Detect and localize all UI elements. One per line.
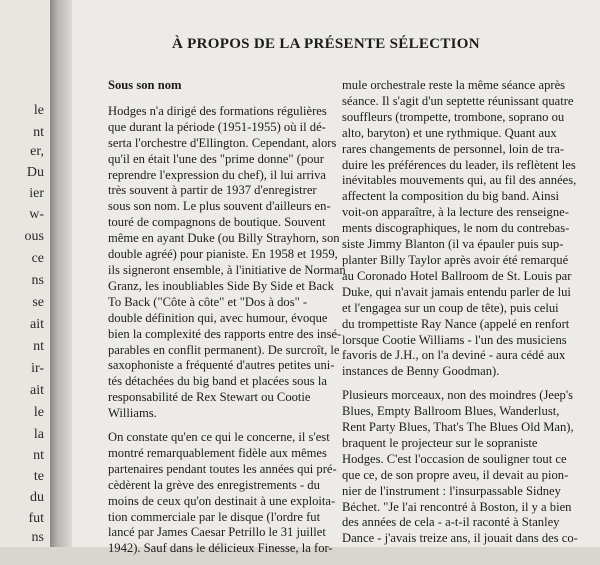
text-line: Hodges. C'est l'occasion de souligner tout ce	[342, 451, 567, 466]
previous-page-fragment: le	[33, 405, 44, 420]
previous-page-fragment: ait	[30, 317, 44, 332]
text-line: partenaires pendant toutes les années qui pré-	[108, 461, 337, 476]
text-line: saxophoniste a fréquenté d'autres petites uni-	[108, 358, 335, 373]
text-line: inévitables mouvements qui, au fil des années,	[342, 173, 577, 188]
text-line: Dance - j'avais treize ans, il jouait dans des co-	[342, 531, 578, 546]
previous-page-fragment: ait	[30, 383, 44, 398]
previous-page-fragment: fut	[28, 511, 44, 526]
text-line: 1942). Sauf dans le délicieux Finesse, la for-	[108, 541, 333, 556]
text-line: Plusieurs morceaux, non des moindres (Jeep's	[342, 388, 574, 403]
previous-page-fragment: se	[32, 295, 44, 310]
text-line: Duke, qui n'avait jamais entendu parler de lui	[342, 284, 571, 299]
text-line: très souvent à partir de 1937 d'enregistrer	[108, 183, 317, 198]
text-line: alto, baryton) et une rythmique. Quant aux	[342, 125, 557, 140]
previous-page-fragment: ns	[31, 273, 44, 288]
text-line: affectent la composition du big band. Ainsi	[342, 189, 559, 204]
text-line: lancé par James Caesar Petrillo le 31 juillet	[108, 525, 326, 540]
text-line: cèdèrent la grève des enregistrements - du	[108, 477, 320, 492]
text-line: favoris de J.H., on l'a deviné - aura cédé aux	[342, 348, 566, 363]
text-line: touré de compagnons de boutique. Souvent	[108, 215, 326, 230]
text-line: planter Billy Taylor après avoir été remarqué	[342, 252, 569, 267]
previous-page-fragment: ns	[31, 530, 44, 545]
text-line: instances de Benny Goodman).	[342, 364, 500, 379]
previous-page-fragment: nt	[33, 339, 44, 354]
text-line: parables en conflit permanent). De surcroît, le	[108, 342, 340, 357]
text-line: double définition qui, avec humour, évoque	[108, 310, 328, 325]
text-line: qu'il en était l'une des "prime donne" (pour	[108, 151, 324, 166]
paragraph	[108, 430, 337, 557]
text-line: ments discographiques, le nom du contrebas-	[342, 221, 570, 236]
text-line: double agréé) pour pianiste. En 1958 et 1959,	[108, 247, 338, 262]
text-line: tés détachées du big band et placées sous la	[108, 374, 327, 389]
previous-page-fragment: te	[33, 469, 44, 484]
text-line: moins de ceux qu'on destinait à une exploita-	[108, 493, 336, 508]
text-line: que ce, de son propre aveu, il devait au pion-	[342, 467, 569, 482]
previous-page-strip	[0, 0, 50, 547]
text-line: responsabilité de Rex Stewart ou Cootie	[108, 390, 311, 405]
text-line: que durant la période (1951-1955) où il dé-	[108, 119, 326, 134]
text-line: Rent Party Blues, That's The Blues Old Man),	[342, 420, 574, 435]
section-heading: À PROPOS DE LA PRÉSENTE SÉLECTION	[172, 36, 480, 52]
text-line: duire les préférences du leader, ils reflètent les	[342, 157, 576, 172]
text-line: souffleurs (trompette, trombone, soprano ou	[342, 109, 565, 124]
previous-page-fragment: le	[33, 103, 44, 118]
text-line: Béchet. "Je l'ai rencontré à Boston, il y a bien	[342, 499, 572, 514]
previous-page-fragment: nt	[33, 448, 44, 463]
text-line: tion commerciale par le disque (l'ordre fut	[108, 509, 321, 524]
previous-page-fragment: ous	[24, 229, 44, 244]
book-gutter	[50, 0, 72, 547]
text-line: mule orchestrale reste la même séance après	[342, 78, 566, 92]
text-line: Blues, Empty Ballroom Blues, Wanderlust,	[342, 404, 560, 419]
text-line: du trompettiste Ray Nance (appelé en renfort	[342, 316, 570, 331]
text-line: Williams.	[108, 406, 157, 421]
text-line: serta l'orchestre d'Ellington. Cependant, alors	[108, 135, 337, 150]
text-line: montré remarquablement fidèle aux mêmes	[108, 445, 327, 460]
text-line: des années de cela - a-t-il raconté à Stanley	[342, 515, 560, 530]
text-line: braquent le projecteur sur le sopraniste	[342, 435, 538, 450]
text-line: On constate qu'en ce qui le concerne, il s'est	[108, 430, 330, 445]
previous-page-fragment: du	[30, 490, 44, 505]
text-column-left	[108, 78, 346, 565]
text-line: Hodges n'a dirigé des formations régulières	[108, 103, 327, 118]
text-line: séance. Il s'agit d'un septette réunissant quatre	[342, 93, 574, 108]
previous-page-fragment: w-	[29, 207, 44, 222]
text-column-right	[342, 78, 578, 555]
previous-page-fragment: la	[33, 427, 44, 442]
paragraph	[342, 78, 577, 380]
subheading: Sous son nom	[108, 78, 182, 92]
previous-page-fragment: ier	[29, 186, 44, 201]
text-line: lorsque Cootie Williams - l'un des musiciens	[342, 332, 567, 347]
text-line: nier de l'instrument : l'insurpassable Sidney	[342, 483, 561, 498]
text-line: bien la complexité des rapports entre des insé-	[108, 326, 342, 341]
text-line: au Coronado Hotel Ballroom de St. Louis par	[342, 268, 572, 283]
previous-page-fragment: er,	[30, 144, 44, 159]
paragraph	[342, 388, 578, 547]
text-line: voit-on apparaître, à la lecture des renseigne-	[342, 205, 569, 220]
text-line: Granz, les inoubliables Side By Side et Back	[108, 278, 334, 293]
text-line: reprendre l'expression du chef), il lui arriva	[108, 167, 327, 182]
previous-page-fragment: ir-	[31, 361, 44, 376]
text-line: rares changements de personnel, loin de tra-	[342, 141, 565, 156]
text-line: même en ayant Duke (ou Billy Strayhorn, son	[108, 231, 340, 246]
paragraph	[108, 103, 346, 422]
text-line: siste Jimmy Blanton (il va épauler puis sup-	[342, 237, 564, 252]
previous-page-fragment: nt	[33, 125, 44, 140]
text-line: sous son nom. Le plus souvent d'ailleurs en-	[108, 199, 331, 214]
text-line: ils signeront ensemble, à l'initiative de Norman	[108, 262, 346, 277]
text-line: et l'engagea sur un coup de tête), puis celui	[342, 300, 559, 315]
previous-page-fragment: Du	[26, 165, 44, 180]
previous-page-fragment: ce	[31, 251, 44, 266]
text-line: To Back ("Côte à côte" et "Dos à dos" -	[108, 294, 308, 309]
